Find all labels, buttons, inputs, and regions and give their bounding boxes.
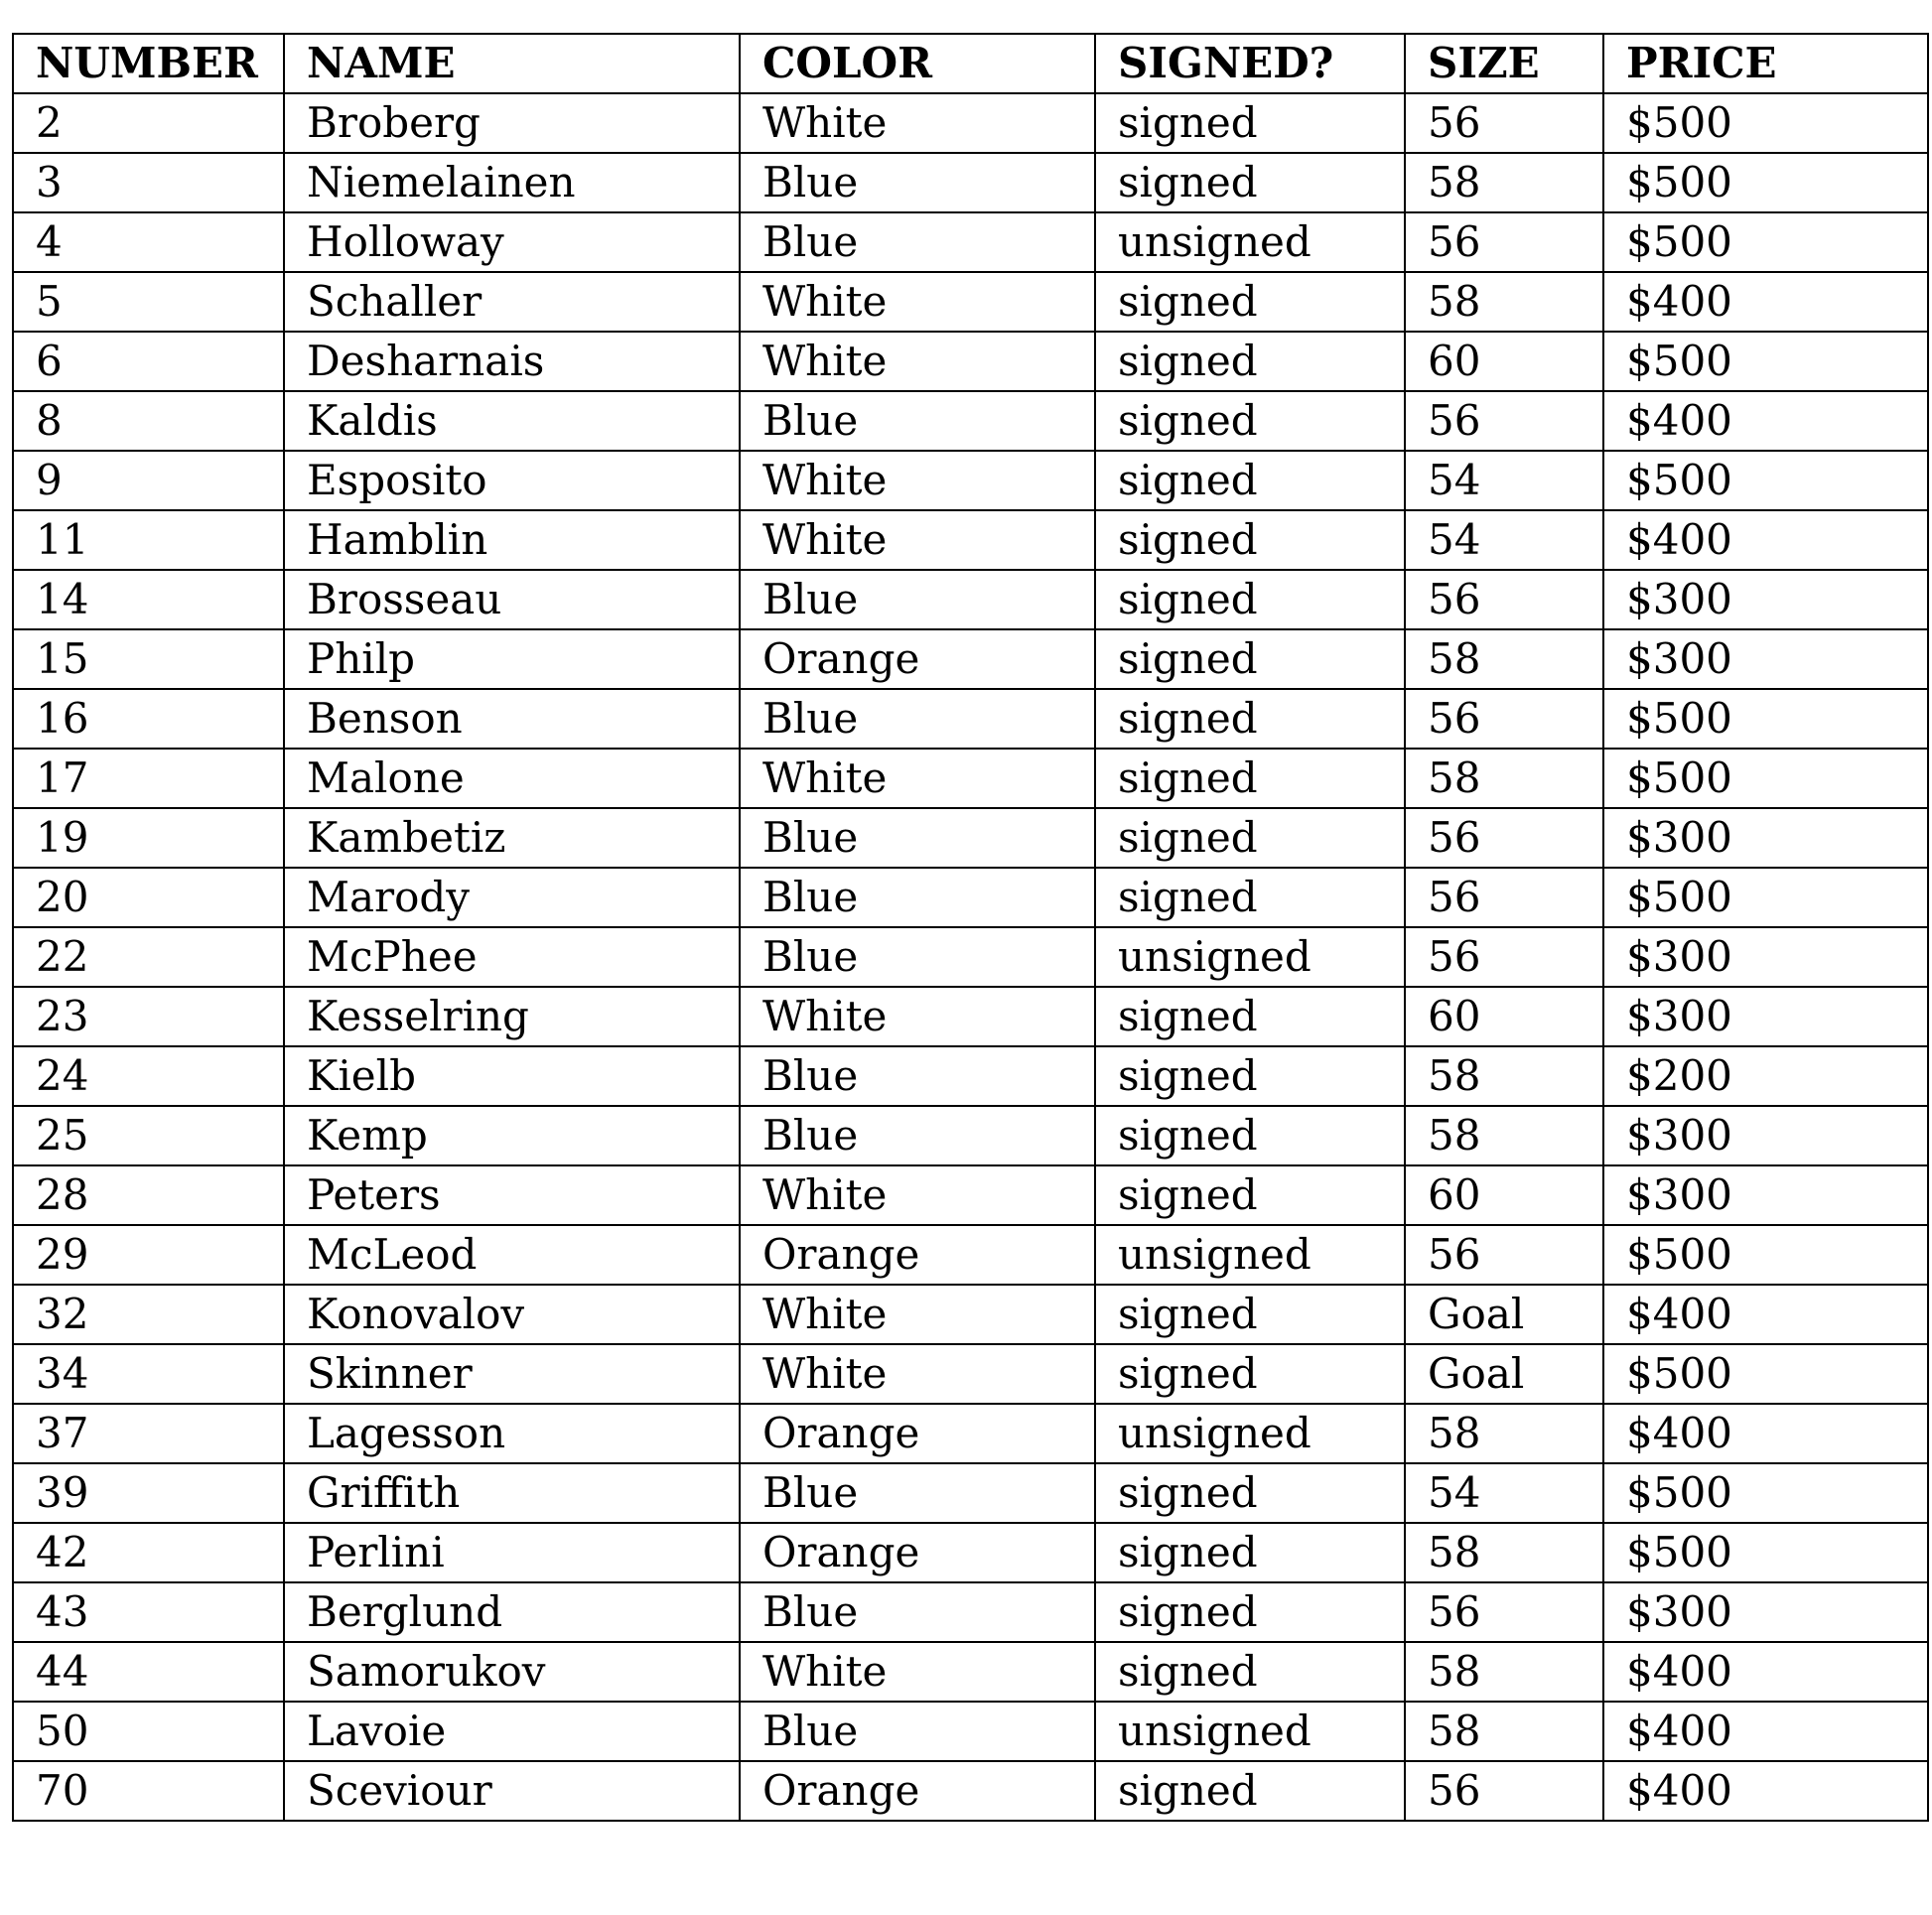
table-row	[13, 1761, 1928, 1821]
cell-size: 58	[1405, 272, 1603, 332]
table-row	[13, 391, 1928, 451]
cell-signed: signed	[1095, 1106, 1405, 1165]
cell-name: Hamblin	[284, 510, 740, 570]
cell-size: 56	[1405, 808, 1603, 868]
cell-color: White	[740, 272, 1095, 332]
cell-price: $200	[1603, 1046, 1928, 1106]
cell-signed: signed	[1095, 93, 1405, 153]
cell-number: 70	[13, 1761, 284, 1821]
cell-signed: signed	[1095, 868, 1405, 927]
table-row	[13, 93, 1928, 153]
cell-signed: signed	[1095, 451, 1405, 510]
cell-number: 6	[13, 332, 284, 391]
header-number: NUMBER	[13, 34, 284, 93]
cell-name: Philp	[284, 629, 740, 689]
cell-number: 28	[13, 1165, 284, 1225]
cell-color: White	[740, 1344, 1095, 1404]
cell-name: Benson	[284, 689, 740, 749]
cell-name: Marody	[284, 868, 740, 927]
table-row	[13, 808, 1928, 868]
cell-name: Lagesson	[284, 1404, 740, 1463]
cell-color: Blue	[740, 1463, 1095, 1523]
table-row	[13, 332, 1928, 391]
cell-color: White	[740, 451, 1095, 510]
cell-price: $500	[1603, 749, 1928, 808]
cell-signed: signed	[1095, 1046, 1405, 1106]
cell-size: 58	[1405, 1702, 1603, 1761]
table-row	[13, 689, 1928, 749]
table-row	[13, 1523, 1928, 1582]
cell-size: 56	[1405, 93, 1603, 153]
header-color: COLOR	[740, 34, 1095, 93]
cell-signed: signed	[1095, 1642, 1405, 1702]
cell-price: $400	[1603, 1285, 1928, 1344]
cell-price: $500	[1603, 212, 1928, 272]
cell-signed: signed	[1095, 689, 1405, 749]
cell-number: 9	[13, 451, 284, 510]
cell-number: 3	[13, 153, 284, 212]
cell-number: 17	[13, 749, 284, 808]
cell-size: 54	[1405, 510, 1603, 570]
cell-number: 14	[13, 570, 284, 629]
cell-size: 58	[1405, 749, 1603, 808]
cell-color: White	[740, 1285, 1095, 1344]
cell-color: Blue	[740, 868, 1095, 927]
table-row	[13, 451, 1928, 510]
cell-size: 60	[1405, 987, 1603, 1046]
cell-size: Goal	[1405, 1344, 1603, 1404]
cell-size: Goal	[1405, 1285, 1603, 1344]
cell-price: $500	[1603, 93, 1928, 153]
cell-number: 25	[13, 1106, 284, 1165]
cell-size: 58	[1405, 629, 1603, 689]
cell-price: $300	[1603, 570, 1928, 629]
header-signed: SIGNED?	[1095, 34, 1405, 93]
table-row	[13, 1642, 1928, 1702]
cell-color: White	[740, 1642, 1095, 1702]
table-row	[13, 153, 1928, 212]
cell-size: 56	[1405, 570, 1603, 629]
table-row	[13, 868, 1928, 927]
cell-name: Kesselring	[284, 987, 740, 1046]
cell-number: 50	[13, 1702, 284, 1761]
cell-signed: signed	[1095, 1761, 1405, 1821]
cell-name: Desharnais	[284, 332, 740, 391]
table-row	[13, 510, 1928, 570]
header-name: NAME	[284, 34, 740, 93]
cell-color: Orange	[740, 1404, 1095, 1463]
cell-size: 58	[1405, 153, 1603, 212]
header-price: PRICE	[1603, 34, 1928, 93]
cell-name: McPhee	[284, 927, 740, 987]
cell-price: $300	[1603, 808, 1928, 868]
table-body	[13, 93, 1928, 1821]
cell-signed: signed	[1095, 749, 1405, 808]
cell-signed: signed	[1095, 510, 1405, 570]
cell-size: 56	[1405, 927, 1603, 987]
cell-number: 42	[13, 1523, 284, 1582]
cell-number: 44	[13, 1642, 284, 1702]
cell-price: $500	[1603, 1523, 1928, 1582]
cell-number: 16	[13, 689, 284, 749]
cell-name: Kielb	[284, 1046, 740, 1106]
cell-name: Samorukov	[284, 1642, 740, 1702]
cell-price: $500	[1603, 868, 1928, 927]
cell-name: Schaller	[284, 272, 740, 332]
table-row	[13, 629, 1928, 689]
cell-signed: unsigned	[1095, 1702, 1405, 1761]
cell-number: 23	[13, 987, 284, 1046]
cell-signed: signed	[1095, 570, 1405, 629]
cell-price: $300	[1603, 1106, 1928, 1165]
table-row	[13, 1582, 1928, 1642]
table-row	[13, 1702, 1928, 1761]
cell-number: 22	[13, 927, 284, 987]
cell-number: 4	[13, 212, 284, 272]
cell-signed: signed	[1095, 1285, 1405, 1344]
cell-signed: signed	[1095, 1523, 1405, 1582]
cell-name: Peters	[284, 1165, 740, 1225]
cell-signed: signed	[1095, 629, 1405, 689]
cell-name: Esposito	[284, 451, 740, 510]
cell-size: 56	[1405, 391, 1603, 451]
cell-name: Lavoie	[284, 1702, 740, 1761]
cell-price: $500	[1603, 451, 1928, 510]
cell-color: Blue	[740, 689, 1095, 749]
cell-number: 2	[13, 93, 284, 153]
cell-size: 58	[1405, 1523, 1603, 1582]
cell-price: $400	[1603, 1404, 1928, 1463]
cell-color: Blue	[740, 391, 1095, 451]
cell-price: $500	[1603, 1344, 1928, 1404]
table-row	[13, 1106, 1928, 1165]
cell-size: 60	[1405, 332, 1603, 391]
cell-signed: signed	[1095, 332, 1405, 391]
table-row	[13, 1344, 1928, 1404]
cell-price: $400	[1603, 272, 1928, 332]
cell-color: White	[740, 1165, 1095, 1225]
cell-size: 54	[1405, 451, 1603, 510]
cell-name: Holloway	[284, 212, 740, 272]
cell-size: 58	[1405, 1106, 1603, 1165]
table-row	[13, 1225, 1928, 1285]
cell-name: Broberg	[284, 93, 740, 153]
cell-name: Kaldis	[284, 391, 740, 451]
cell-color: Orange	[740, 1523, 1095, 1582]
cell-name: Niemelainen	[284, 153, 740, 212]
table-row	[13, 749, 1928, 808]
cell-name: Sceviour	[284, 1761, 740, 1821]
cell-price: $400	[1603, 510, 1928, 570]
cell-signed: signed	[1095, 1344, 1405, 1404]
cell-number: 5	[13, 272, 284, 332]
cell-price: $300	[1603, 987, 1928, 1046]
cell-color: Blue	[740, 927, 1095, 987]
cell-signed: signed	[1095, 1463, 1405, 1523]
table-row	[13, 927, 1928, 987]
cell-color: Blue	[740, 1702, 1095, 1761]
cell-name: McLeod	[284, 1225, 740, 1285]
cell-number: 29	[13, 1225, 284, 1285]
cell-price: $300	[1603, 1582, 1928, 1642]
cell-price: $300	[1603, 629, 1928, 689]
cell-name: Griffith	[284, 1463, 740, 1523]
cell-price: $400	[1603, 1702, 1928, 1761]
cell-number: 20	[13, 868, 284, 927]
cell-name: Skinner	[284, 1344, 740, 1404]
jersey-table	[12, 33, 1929, 1822]
cell-signed: unsigned	[1095, 1404, 1405, 1463]
cell-number: 11	[13, 510, 284, 570]
cell-signed: signed	[1095, 1165, 1405, 1225]
cell-signed: signed	[1095, 391, 1405, 451]
cell-number: 32	[13, 1285, 284, 1344]
cell-color: Orange	[740, 1225, 1095, 1285]
cell-name: Berglund	[284, 1582, 740, 1642]
cell-color: Orange	[740, 1761, 1095, 1821]
cell-color: Blue	[740, 212, 1095, 272]
cell-color: White	[740, 987, 1095, 1046]
cell-color: Blue	[740, 570, 1095, 629]
cell-signed: signed	[1095, 153, 1405, 212]
cell-number: 43	[13, 1582, 284, 1642]
cell-price: $500	[1603, 153, 1928, 212]
cell-color: Blue	[740, 153, 1095, 212]
cell-signed: signed	[1095, 987, 1405, 1046]
table-row	[13, 1404, 1928, 1463]
table-row	[13, 1165, 1928, 1225]
cell-price: $500	[1603, 689, 1928, 749]
table-row	[13, 570, 1928, 629]
cell-number: 34	[13, 1344, 284, 1404]
cell-price: $500	[1603, 332, 1928, 391]
cell-price: $300	[1603, 927, 1928, 987]
cell-size: 58	[1405, 1404, 1603, 1463]
cell-price: $400	[1603, 1761, 1928, 1821]
cell-size: 56	[1405, 1225, 1603, 1285]
cell-name: Kambetiz	[284, 808, 740, 868]
cell-color: White	[740, 93, 1095, 153]
cell-price: $400	[1603, 391, 1928, 451]
cell-number: 39	[13, 1463, 284, 1523]
cell-number: 24	[13, 1046, 284, 1106]
table-row	[13, 212, 1928, 272]
cell-color: Blue	[740, 808, 1095, 868]
cell-number: 19	[13, 808, 284, 868]
table-row	[13, 987, 1928, 1046]
cell-color: Blue	[740, 1106, 1095, 1165]
cell-number: 37	[13, 1404, 284, 1463]
cell-name: Brosseau	[284, 570, 740, 629]
cell-size: 58	[1405, 1046, 1603, 1106]
cell-signed: signed	[1095, 808, 1405, 868]
cell-color: White	[740, 332, 1095, 391]
header-row	[13, 34, 1928, 93]
cell-size: 60	[1405, 1165, 1603, 1225]
cell-size: 54	[1405, 1463, 1603, 1523]
header-size: SIZE	[1405, 34, 1603, 93]
table-row	[13, 1285, 1928, 1344]
cell-signed: unsigned	[1095, 927, 1405, 987]
table-row	[13, 1463, 1928, 1523]
cell-size: 56	[1405, 1582, 1603, 1642]
cell-signed: unsigned	[1095, 1225, 1405, 1285]
cell-signed: unsigned	[1095, 212, 1405, 272]
cell-price: $300	[1603, 1165, 1928, 1225]
cell-number: 15	[13, 629, 284, 689]
cell-size: 58	[1405, 1642, 1603, 1702]
cell-price: $500	[1603, 1463, 1928, 1523]
cell-color: Blue	[740, 1046, 1095, 1106]
cell-color: White	[740, 510, 1095, 570]
cell-size: 56	[1405, 689, 1603, 749]
cell-number: 8	[13, 391, 284, 451]
cell-size: 56	[1405, 212, 1603, 272]
cell-name: Malone	[284, 749, 740, 808]
cell-name: Konovalov	[284, 1285, 740, 1344]
cell-color: Blue	[740, 1582, 1095, 1642]
cell-signed: signed	[1095, 1582, 1405, 1642]
cell-name: Kemp	[284, 1106, 740, 1165]
cell-size: 56	[1405, 1761, 1603, 1821]
cell-signed: signed	[1095, 272, 1405, 332]
table-row	[13, 1046, 1928, 1106]
table-row	[13, 272, 1928, 332]
cell-name: Perlini	[284, 1523, 740, 1582]
cell-color: Orange	[740, 629, 1095, 689]
cell-size: 56	[1405, 868, 1603, 927]
cell-price: $400	[1603, 1642, 1928, 1702]
cell-color: White	[740, 749, 1095, 808]
cell-price: $500	[1603, 1225, 1928, 1285]
